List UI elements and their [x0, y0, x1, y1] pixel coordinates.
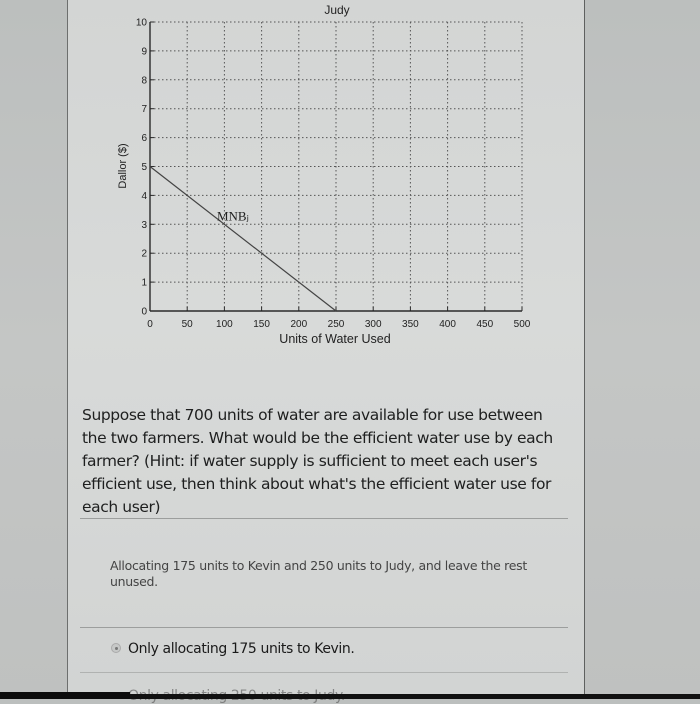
- svg-text:500: 500: [513, 319, 531, 330]
- svg-text:2: 2: [141, 248, 147, 260]
- svg-text:0: 0: [141, 306, 147, 318]
- svg-text:4: 4: [141, 190, 147, 202]
- svg-text:9: 9: [141, 46, 147, 58]
- svg-text:6: 6: [141, 133, 147, 145]
- option-divider: [80, 627, 568, 628]
- chart-title: Judy: [324, 3, 350, 17]
- svg-text:250: 250: [327, 319, 345, 330]
- svg-text:200: 200: [290, 319, 308, 330]
- svg-text:7: 7: [141, 104, 147, 116]
- svg-text:0: 0: [147, 319, 153, 330]
- screen-edge-bar-left: [0, 692, 130, 699]
- svg-text:350: 350: [402, 319, 419, 330]
- svg-text:300: 300: [364, 319, 382, 330]
- svg-text:450: 450: [476, 319, 494, 330]
- y-tick-labels: [136, 18, 148, 318]
- svg-text:100: 100: [216, 319, 233, 330]
- svg-text:50: 50: [181, 319, 193, 330]
- option-divider: [80, 672, 568, 673]
- svg-text:5: 5: [141, 162, 147, 173]
- option-divider: [80, 518, 568, 519]
- question-text: Suppose that 700 units of water are available for use between the two farmers. What would be the efficient water use by each farmer? (Hint: if water supply is sufficient to meet each user's efficient use, then think about what's the efficient water use for each user): [82, 406, 553, 516]
- x-axis-label: Units of Water Used: [279, 332, 391, 346]
- y-axis-label: Dallor ($): [117, 143, 129, 189]
- svg-text:3: 3: [141, 219, 147, 231]
- option-1-label[interactable]: Allocating 175 units to Kevin and 250 units to Judy, and leave the rest unused.: [110, 558, 527, 589]
- svg-text:10: 10: [135, 17, 147, 29]
- svg-text:1: 1: [141, 277, 147, 289]
- x-tick-labels: [147, 319, 531, 330]
- svg-text:400: 400: [439, 319, 456, 330]
- mnb-judy-line: [150, 167, 336, 312]
- chart-grid: [150, 22, 522, 311]
- svg-text:150: 150: [253, 319, 270, 330]
- option-2-label[interactable]: Only allocating 175 units to Kevin.: [128, 641, 355, 657]
- option-2-radio[interactable]: [111, 643, 121, 653]
- svg-text:8: 8: [141, 75, 147, 87]
- mnb-label: MNBⱼ: [216, 208, 249, 224]
